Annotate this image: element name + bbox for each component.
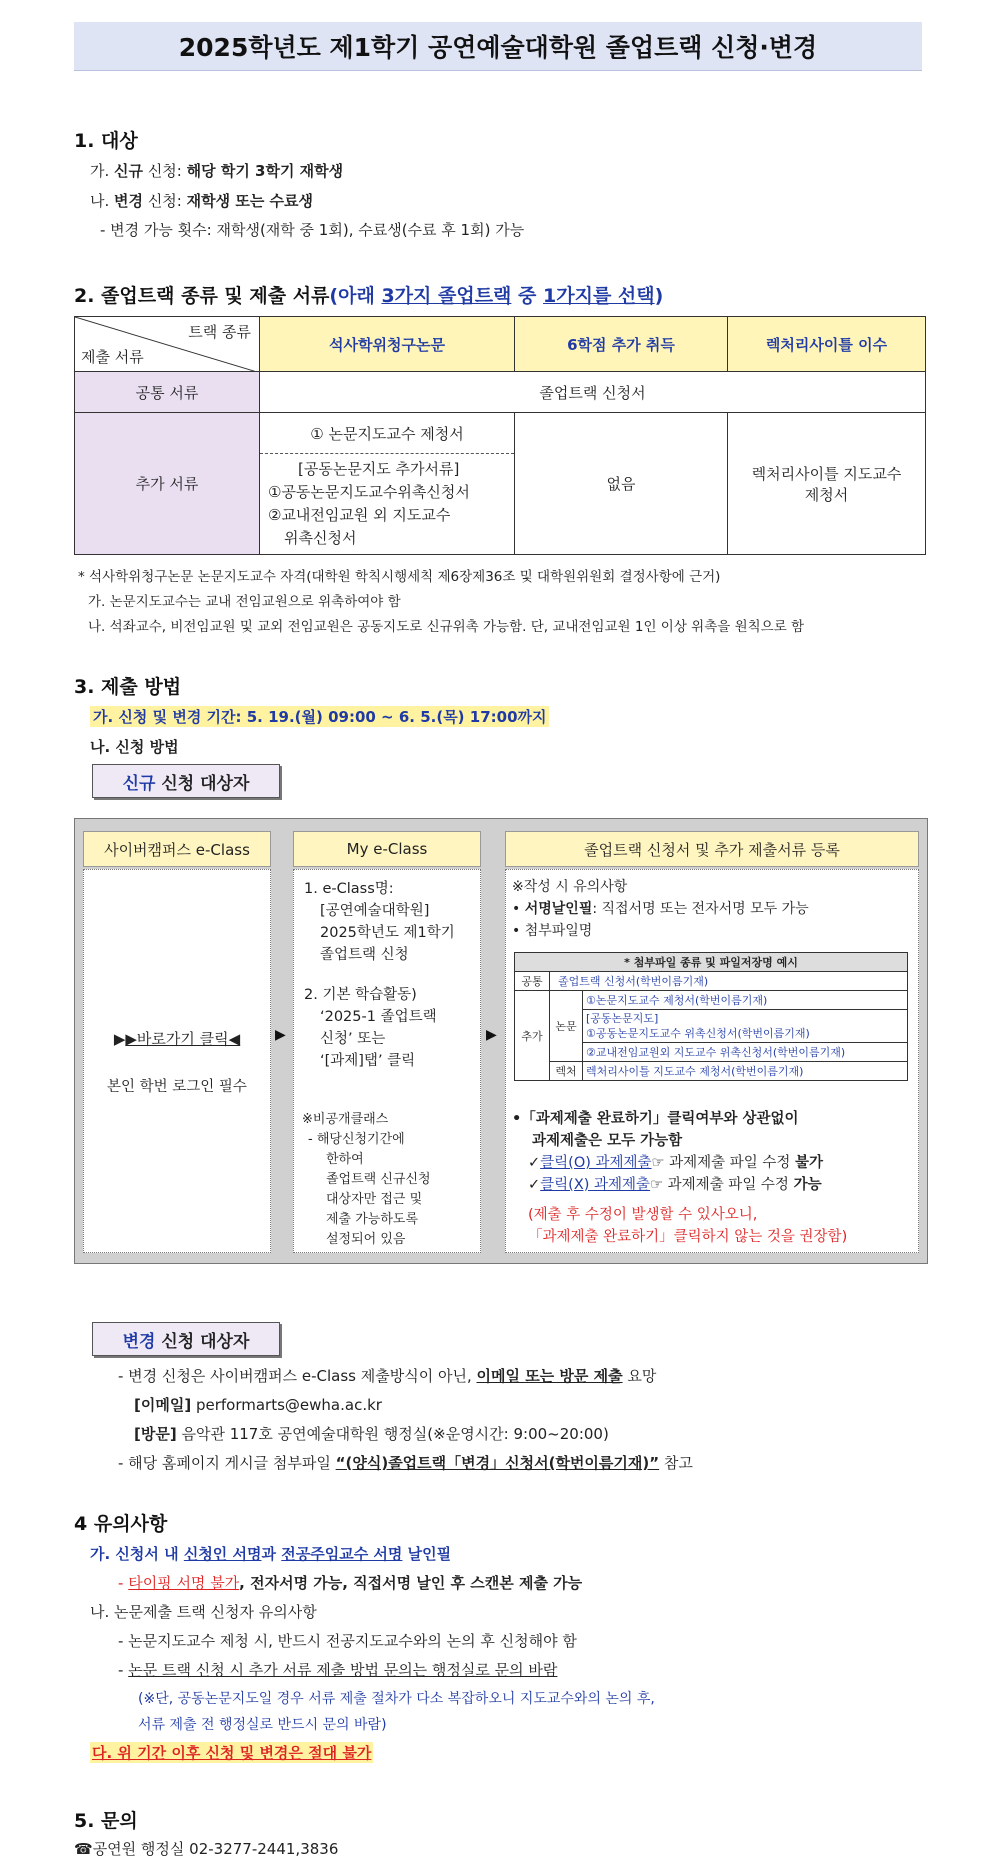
flow-col3-body: ※작성 시 유의사항 • 서명날인필: 직접서명 또는 전자서명 모두 가능 • 첨부파일명 * 첨부파일 종류 및 파일저장명 예시 공통 졸업트랙 신청서(학번이름기재) 추가 논문 ①논문지도교수 제청서(학번이름기재) [공동논문지도] ①공동논문지도교수 위촉신청서(학번이름기재) ②교내전임교원외 지도교수 위촉신청서(학번이름기재) 렉처 렉처리사이틀 지도교수 제청서(학번이름기재) •「과제제출 완료하기」클릭여부와 상관없이 과제제출은 모두 가능함 ✓클릭(O) 과제제출☞ 과제제출 파일 수정 불가 ✓클릭(X) 과제제출☞ 과제제출 파일 수정 가능 (제출 후 수정이 발생할 수 있사오니, 「과제제출 완료하기」클릭하지 않는 것을 권장함): [505, 869, 919, 1253]
s1-item-a: 가. 신규 신청: 해당 학기 3학기 재학생: [90, 162, 344, 180]
attachment-name-table: * 첨부파일 종류 및 파일저장명 예시 공통 졸업트랙 신청서(학번이름기재) 추가 논문 ①논문지도교수 제청서(학번이름기재) [공동논문지도] ①공동논문지도교수 위촉신청서(학번이름기재) ②교내전임교원외 지도교수 위촉신청서(학번이름기재) 렉처 렉처리사이틀 지도교수 제청서(학번이름기재): [514, 952, 908, 1081]
section-2-heading: 2. 졸업트랙 종류 및 제출 서류(아래 3가지 졸업트랙 중 1가지를 선택): [74, 285, 664, 307]
new-applicant-label: 신규 신청 대상자: [92, 764, 280, 798]
page-title: 2025학년도 제1학기 공연예술대학원 졸업트랙 신청·변경: [74, 22, 922, 71]
flow-col3-header: 졸업트랙 신청서 및 추가 제출서류 등록: [505, 831, 919, 867]
section-3-heading: 3. 제출 방법: [74, 676, 182, 698]
col-header-lecture: 렉처리사이틀 이수: [728, 317, 926, 372]
s1-item-b: 나. 변경 신청: 재학생 또는 수료생: [90, 192, 314, 210]
flow-col1-header: 사이버캠퍼스 e-Class: [83, 831, 271, 867]
footnote-3: 나. 석좌교수, 비전임교원 및 교외 전임교원은 공동지도로 신규위촉 가능함. 단, 교내전임교원 1인 이상 위촉을 원칙으로 함: [88, 619, 805, 635]
extra-thesis-advisor: ① 논문지도교수 제청서: [260, 413, 514, 454]
change-applicant-label: 변경 신청 대상자: [92, 1322, 280, 1356]
col-header-credits: 6학점 추가 취득: [515, 317, 728, 372]
extra-lecture-value: 렉처리사이틀 지도교수 제청서: [728, 413, 926, 555]
contact-line: ☎공연원 행정실 02-3277-2441,3836: [74, 1840, 339, 1858]
flow-col2-body: 1. e-Class명: [공연예술대학원] 2025학년도 제1학기 졸업트랙 신청 2. 기본 학습활동) ‘2025-1 졸업트랙 신청’ 또는 ‘[과제]탭’ 클릭 ※비공개클래스 - 해당신청기간에 한하여 졸업트랙 신규신청 대상자만 접근 및 제출 가능하도록 설정되어 있음: [293, 869, 481, 1253]
corner-top-label: 트랙 종류: [188, 323, 251, 341]
extra-thesis-cell: [260, 413, 515, 555]
s4-item-b4: 서류 제출 전 행정실로 반드시 문의 바람): [138, 1717, 387, 1733]
table-corner-cell: [75, 317, 260, 372]
s4-item-b1: - 논문지도교수 제청 시, 반드시 전공지도교수와의 논의 후 신청해야 함: [118, 1632, 577, 1650]
section-5-heading: 5. 문의: [74, 1810, 138, 1832]
flow-arrow-1: ▶: [275, 1027, 286, 1043]
change-visit: [방문] 음악관 117호 공연예술대학원 행정실(※운영시간: 9:00~20:00): [134, 1425, 609, 1443]
section-4-heading: 4 유의사항: [74, 1513, 168, 1535]
change-line-1: - 변경 신청은 사이버캠퍼스 e-Class 제출방식이 아닌, 이메일 또는 방문 제출 요망: [118, 1367, 657, 1385]
common-doc-value: 졸업트랙 신청서: [260, 372, 926, 413]
s1-note: - 변경 가능 횟수: 재학생(재학 중 1회), 수료생(수료 후 1회) 가능: [100, 221, 525, 239]
eclass-shortcut-link[interactable]: ▶▶바로가기 클릭◀: [113, 1030, 241, 1048]
email-link[interactable]: performarts@ewha.ac.kr: [195, 1396, 382, 1414]
corner-bottom-label: 제출 서류: [81, 348, 144, 366]
change-email: [이메일] performarts@ewha.ac.kr: [134, 1396, 382, 1414]
s4-item-a: 가. 신청서 내 신청인 서명과 전공주임교수 서명 날인필: [90, 1545, 452, 1563]
footnote-1: * 석사학위청구논문 논문지도교수 자격(대학원 학칙시행세칙 제6장제36조 및 대학원위원회 결정사항에 근거): [78, 569, 721, 585]
change-line-4: - 해당 홈페이지 게시글 첨부파일 “(양식)졸업트랙「변경」신청서(학번이름기재)” 참고: [118, 1454, 693, 1472]
submission-flow: [74, 818, 928, 1264]
s4-item-c: 다. 위 기간 이후 신청 및 변경은 절대 불가: [92, 1744, 372, 1762]
s4-item-b: 나. 논문제출 트랙 신청자 유의사항: [90, 1603, 317, 1621]
section-1-heading: 1. 대상: [74, 130, 138, 152]
col-header-thesis: 석사학위청구논문: [260, 317, 515, 372]
login-note: 본인 학번 로그인 필수: [107, 1079, 247, 1095]
s4-item-a-sub: - 타이핑 서명 불가, 전자서명 가능, 직접서명 날인 후 스캔본 제출 가능: [118, 1574, 583, 1592]
flow-col2-header: My e-Class: [293, 831, 481, 867]
track-document-table: [74, 316, 926, 555]
telephone-icon: ☎: [74, 1840, 93, 1858]
extra-thesis-joint: [공동논문지도 추가서류] ①공동논문지도교수위촉신청서 ②교내전임교원 외 지도교수 위촉신청서: [268, 460, 470, 547]
row-extra-label: 추가 서류: [75, 413, 260, 555]
method-heading: 나. 신청 방법: [90, 738, 179, 756]
extra-credits-value: 없음: [515, 413, 728, 555]
s4-item-b3: (※단, 공동논문지도일 경우 서류 제출 절차가 다소 복잡하오니 지도교수와의 논의 후,: [138, 1691, 655, 1707]
flow-col1-body: [83, 869, 271, 1253]
application-period: 가. 신청 및 변경 기간: 5. 19.(월) 09:00 ~ 6. 5.(목) 17:00까지: [90, 706, 549, 727]
s4-item-b2: - 논문 트랙 신청 시 추가 서류 제출 방법 문의는 행정실로 문의 바람: [118, 1661, 558, 1679]
footnote-2: 가. 논문지도교수는 교내 전임교원으로 위촉하여야 함: [88, 594, 401, 610]
flow-arrow-2: ▶: [486, 1027, 497, 1043]
row-common-label: 공통 서류: [75, 372, 260, 413]
